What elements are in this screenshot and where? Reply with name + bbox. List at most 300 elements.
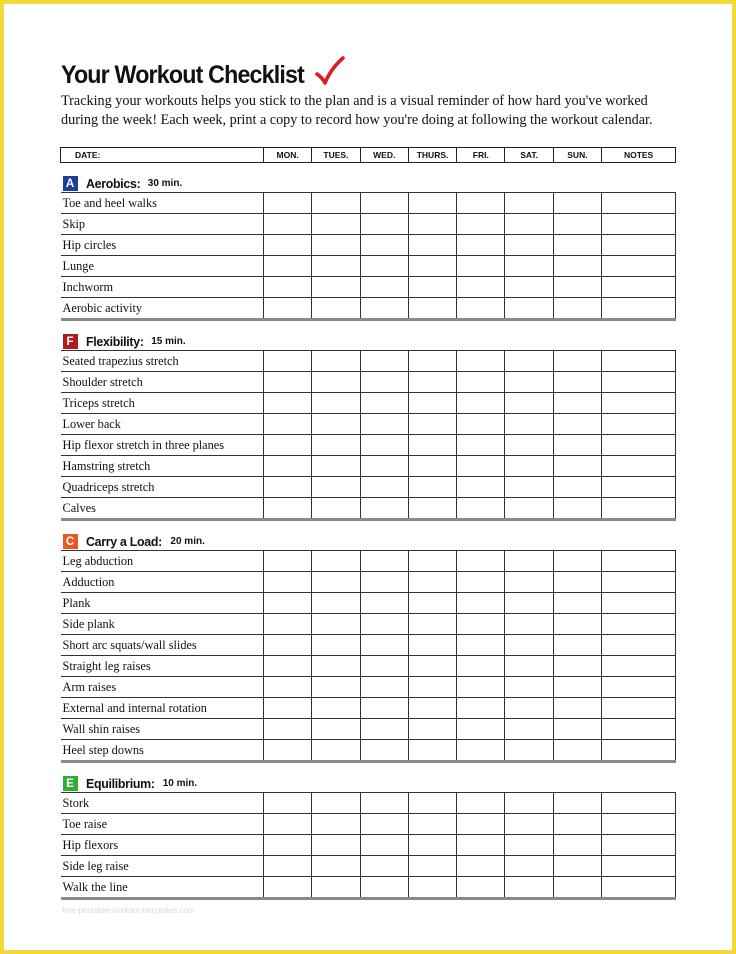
watermark: free-printable-workout-templates.com — [62, 906, 195, 915]
exercise-name: Toe and heel walks — [61, 193, 264, 214]
exercise-row — [61, 435, 676, 456]
day-check-cell[interactable] — [505, 656, 553, 677]
notes-cell[interactable] — [602, 593, 676, 614]
exercise-name: Adduction — [61, 572, 264, 593]
day-check-cell[interactable] — [264, 277, 312, 298]
day-check-cell[interactable] — [408, 835, 456, 856]
notes-cell[interactable] — [602, 414, 676, 435]
day-check-cell[interactable] — [312, 551, 360, 572]
day-check-cell[interactable] — [360, 740, 408, 762]
notes-cell[interactable] — [602, 477, 676, 498]
day-check-cell[interactable] — [408, 635, 456, 656]
day-check-cell[interactable] — [312, 677, 360, 698]
notes-cell[interactable] — [602, 877, 676, 899]
notes-cell[interactable] — [602, 793, 676, 814]
exercise-name: Short arc squats/wall slides — [61, 635, 264, 656]
day-check-cell[interactable] — [457, 572, 505, 593]
day-check-cell[interactable] — [360, 456, 408, 477]
day-check-cell[interactable] — [505, 593, 553, 614]
day-check-cell[interactable] — [360, 477, 408, 498]
day-check-cell[interactable] — [360, 572, 408, 593]
day-check-cell[interactable] — [312, 414, 360, 435]
day-check-cell[interactable] — [553, 677, 601, 698]
day-check-cell[interactable] — [408, 593, 456, 614]
section-duration: 20 min. — [170, 536, 205, 547]
day-check-cell[interactable] — [505, 214, 553, 235]
day-check-cell[interactable] — [408, 877, 456, 899]
day-check-cell[interactable] — [408, 551, 456, 572]
day-check-cell[interactable] — [264, 677, 312, 698]
exercise-row — [61, 719, 676, 740]
day-check-cell[interactable] — [312, 814, 360, 835]
day-check-cell[interactable] — [505, 551, 553, 572]
day-check-cell[interactable] — [457, 372, 505, 393]
day-check-cell[interactable] — [408, 614, 456, 635]
header-fri: FRI. — [457, 148, 505, 163]
exercise-name: Straight leg raises — [61, 656, 264, 677]
day-check-cell[interactable] — [312, 193, 360, 214]
day-check-cell[interactable] — [360, 656, 408, 677]
day-check-cell[interactable] — [505, 372, 553, 393]
day-check-cell[interactable] — [505, 614, 553, 635]
section-name: Aerobics: — [85, 176, 140, 191]
notes-cell[interactable] — [602, 740, 676, 762]
day-check-cell[interactable] — [457, 740, 505, 762]
section-name: Flexibility: — [85, 334, 144, 349]
day-check-cell[interactable] — [360, 298, 408, 320]
day-check-cell[interactable] — [457, 256, 505, 277]
day-check-cell[interactable] — [312, 698, 360, 719]
section-header — [61, 163, 676, 193]
exercise-name: External and internal rotation — [61, 698, 264, 719]
exercise-name: Hip flexor stretch in three planes — [61, 435, 264, 456]
day-check-cell[interactable] — [312, 372, 360, 393]
section-duration: 10 min. — [162, 778, 198, 789]
section-header — [61, 520, 676, 551]
notes-cell[interactable] — [602, 456, 676, 477]
day-check-cell[interactable] — [264, 877, 312, 899]
day-check-cell[interactable] — [553, 551, 601, 572]
day-check-cell[interactable] — [505, 856, 553, 877]
day-check-cell[interactable] — [553, 477, 601, 498]
day-check-cell[interactable] — [264, 572, 312, 593]
day-check-cell[interactable] — [360, 814, 408, 835]
day-check-cell[interactable] — [264, 456, 312, 477]
notes-cell[interactable] — [602, 719, 676, 740]
day-check-cell[interactable] — [505, 193, 553, 214]
day-check-cell[interactable] — [408, 214, 456, 235]
day-check-cell[interactable] — [553, 835, 601, 856]
day-check-cell[interactable] — [264, 593, 312, 614]
day-check-cell[interactable] — [553, 793, 601, 814]
day-check-cell[interactable] — [360, 719, 408, 740]
day-check-cell[interactable] — [312, 877, 360, 899]
day-check-cell[interactable] — [312, 456, 360, 477]
day-check-cell[interactable] — [505, 877, 553, 899]
day-check-cell[interactable] — [457, 835, 505, 856]
day-check-cell[interactable] — [408, 572, 456, 593]
day-check-cell[interactable] — [457, 235, 505, 256]
day-check-cell[interactable] — [264, 214, 312, 235]
day-check-cell[interactable] — [312, 856, 360, 877]
day-check-cell[interactable] — [312, 477, 360, 498]
notes-cell[interactable] — [602, 551, 676, 572]
day-check-cell[interactable] — [360, 835, 408, 856]
day-check-cell[interactable] — [553, 593, 601, 614]
intro-text: Tracking your workouts helps you stick to the plan and is a visual reminder of how hard you've worked during the week! Each week, print a copy to record how you're doing at following the workout calendar. — [61, 93, 653, 128]
day-check-cell[interactable] — [360, 214, 408, 235]
day-check-cell[interactable] — [264, 856, 312, 877]
day-check-cell[interactable] — [505, 351, 553, 372]
day-check-cell[interactable] — [457, 719, 505, 740]
day-check-cell[interactable] — [264, 635, 312, 656]
page-title: Your Workout Checklist — [61, 61, 304, 89]
day-check-cell[interactable] — [505, 277, 553, 298]
exercise-name: Aerobic activity — [61, 298, 264, 320]
day-check-cell[interactable] — [457, 677, 505, 698]
section-header — [61, 320, 676, 351]
exercise-row — [61, 593, 676, 614]
day-check-cell[interactable] — [505, 477, 553, 498]
section-label — [61, 534, 676, 549]
day-check-cell[interactable] — [457, 298, 505, 320]
section-label — [61, 176, 676, 191]
day-check-cell[interactable] — [408, 435, 456, 456]
day-check-cell[interactable] — [457, 214, 505, 235]
day-check-cell[interactable] — [264, 298, 312, 320]
exercise-name: Side leg raise — [61, 856, 264, 877]
day-check-cell[interactable] — [553, 414, 601, 435]
day-check-cell[interactable] — [553, 698, 601, 719]
day-check-cell[interactable] — [457, 498, 505, 520]
day-check-cell[interactable] — [408, 814, 456, 835]
day-check-cell[interactable] — [312, 393, 360, 414]
day-check-cell[interactable] — [312, 614, 360, 635]
exercise-row — [61, 635, 676, 656]
day-check-cell[interactable] — [360, 414, 408, 435]
day-check-cell[interactable] — [360, 372, 408, 393]
section-badge-icon: E — [63, 776, 78, 791]
day-check-cell[interactable] — [408, 477, 456, 498]
day-check-cell[interactable] — [505, 414, 553, 435]
day-check-cell[interactable] — [360, 193, 408, 214]
day-check-cell[interactable] — [457, 435, 505, 456]
day-check-cell[interactable] — [360, 551, 408, 572]
day-check-cell[interactable] — [457, 477, 505, 498]
day-check-cell[interactable] — [408, 793, 456, 814]
day-check-cell[interactable] — [312, 740, 360, 762]
notes-cell[interactable] — [602, 835, 676, 856]
day-check-cell[interactable] — [553, 193, 601, 214]
day-check-cell[interactable] — [457, 856, 505, 877]
checkmark-icon — [312, 56, 346, 88]
day-check-cell[interactable] — [264, 814, 312, 835]
day-check-cell[interactable] — [457, 814, 505, 835]
day-check-cell[interactable] — [264, 698, 312, 719]
day-check-cell[interactable] — [360, 877, 408, 899]
notes-cell[interactable] — [602, 814, 676, 835]
day-check-cell[interactable] — [264, 193, 312, 214]
exercise-name: Leg abduction — [61, 551, 264, 572]
notes-cell[interactable] — [602, 351, 676, 372]
day-check-cell[interactable] — [505, 435, 553, 456]
section-label — [61, 334, 676, 349]
day-check-cell[interactable] — [505, 740, 553, 762]
day-check-cell[interactable] — [457, 656, 505, 677]
day-check-cell[interactable] — [312, 235, 360, 256]
exercise-row — [61, 793, 676, 814]
day-check-cell[interactable] — [505, 256, 553, 277]
day-check-cell[interactable] — [312, 435, 360, 456]
day-check-cell[interactable] — [553, 498, 601, 520]
day-check-cell[interactable] — [360, 277, 408, 298]
day-check-cell[interactable] — [505, 498, 553, 520]
exercise-name: Wall shin raises — [61, 719, 264, 740]
day-check-cell[interactable] — [264, 372, 312, 393]
notes-cell[interactable] — [602, 498, 676, 520]
day-check-cell[interactable] — [408, 456, 456, 477]
exercise-name: Hip circles — [61, 235, 264, 256]
day-check-cell[interactable] — [553, 877, 601, 899]
day-check-cell[interactable] — [553, 393, 601, 414]
workout-checklist-table — [60, 147, 676, 900]
notes-cell[interactable] — [602, 298, 676, 320]
exercise-name: Arm raises — [61, 677, 264, 698]
day-check-cell[interactable] — [312, 656, 360, 677]
exercise-row — [61, 414, 676, 435]
day-check-cell[interactable] — [553, 235, 601, 256]
exercise-row — [61, 477, 676, 498]
day-check-cell[interactable] — [264, 393, 312, 414]
section-badge-icon: F — [63, 334, 78, 349]
day-check-cell[interactable] — [264, 351, 312, 372]
header-sun: SUN. — [553, 148, 601, 163]
day-check-cell[interactable] — [312, 277, 360, 298]
day-check-cell[interactable] — [505, 814, 553, 835]
day-check-cell[interactable] — [312, 635, 360, 656]
notes-cell[interactable] — [602, 235, 676, 256]
day-check-cell[interactable] — [312, 572, 360, 593]
day-check-cell[interactable] — [408, 193, 456, 214]
day-check-cell[interactable] — [505, 835, 553, 856]
day-check-cell[interactable] — [505, 393, 553, 414]
day-check-cell[interactable] — [457, 635, 505, 656]
exercise-row — [61, 814, 676, 835]
day-check-cell[interactable] — [457, 551, 505, 572]
exercise-row — [61, 740, 676, 762]
exercise-row — [61, 572, 676, 593]
day-check-cell[interactable] — [553, 298, 601, 320]
day-check-cell[interactable] — [408, 372, 456, 393]
day-check-cell[interactable] — [264, 498, 312, 520]
section-duration: 15 min. — [151, 336, 186, 347]
exercise-row — [61, 698, 676, 719]
day-check-cell[interactable] — [408, 677, 456, 698]
day-check-cell[interactable] — [408, 277, 456, 298]
day-check-cell[interactable] — [553, 656, 601, 677]
section-header — [61, 762, 676, 793]
exercise-row — [61, 498, 676, 520]
day-check-cell[interactable] — [360, 235, 408, 256]
day-check-cell[interactable] — [360, 677, 408, 698]
notes-cell[interactable] — [602, 393, 676, 414]
day-check-cell[interactable] — [264, 235, 312, 256]
day-check-cell[interactable] — [408, 256, 456, 277]
day-check-cell[interactable] — [312, 256, 360, 277]
notes-cell[interactable] — [602, 193, 676, 214]
day-check-cell[interactable] — [553, 214, 601, 235]
day-check-cell[interactable] — [457, 193, 505, 214]
day-check-cell[interactable] — [457, 614, 505, 635]
day-check-cell[interactable] — [553, 456, 601, 477]
day-check-cell[interactable] — [408, 393, 456, 414]
day-check-cell[interactable] — [312, 793, 360, 814]
exercise-row — [61, 193, 676, 214]
notes-cell[interactable] — [602, 677, 676, 698]
day-check-cell[interactable] — [264, 414, 312, 435]
exercise-row — [61, 877, 676, 899]
header-notes: NOTES — [602, 148, 676, 163]
day-check-cell[interactable] — [505, 235, 553, 256]
day-check-cell[interactable] — [360, 856, 408, 877]
day-check-cell[interactable] — [505, 456, 553, 477]
day-check-cell[interactable] — [312, 214, 360, 235]
day-check-cell[interactable] — [457, 414, 505, 435]
day-check-cell[interactable] — [264, 835, 312, 856]
day-check-cell[interactable] — [408, 235, 456, 256]
header-thurs: THURS. — [408, 148, 456, 163]
day-check-cell[interactable] — [553, 740, 601, 762]
day-check-cell[interactable] — [505, 698, 553, 719]
day-check-cell[interactable] — [408, 856, 456, 877]
day-check-cell[interactable] — [360, 698, 408, 719]
day-check-cell[interactable] — [264, 793, 312, 814]
exercise-row — [61, 456, 676, 477]
exercise-name: Hamstring stretch — [61, 456, 264, 477]
day-check-cell[interactable] — [505, 298, 553, 320]
day-check-cell[interactable] — [360, 435, 408, 456]
day-check-cell[interactable] — [505, 572, 553, 593]
day-check-cell[interactable] — [264, 656, 312, 677]
day-check-cell[interactable] — [360, 256, 408, 277]
day-check-cell[interactable] — [505, 677, 553, 698]
day-check-cell[interactable] — [360, 614, 408, 635]
notes-cell[interactable] — [602, 256, 676, 277]
exercise-name: Lunge — [61, 256, 264, 277]
day-check-cell[interactable] — [312, 593, 360, 614]
day-check-cell[interactable] — [312, 835, 360, 856]
notes-cell[interactable] — [602, 435, 676, 456]
day-check-cell[interactable] — [408, 298, 456, 320]
day-check-cell[interactable] — [553, 814, 601, 835]
notes-cell[interactable] — [602, 214, 676, 235]
exercise-name: Seated trapezius stretch — [61, 351, 264, 372]
notes-cell[interactable] — [602, 656, 676, 677]
notes-cell[interactable] — [602, 372, 676, 393]
day-check-cell[interactable] — [457, 277, 505, 298]
day-check-cell[interactable] — [553, 572, 601, 593]
day-check-cell[interactable] — [505, 719, 553, 740]
day-check-cell[interactable] — [457, 351, 505, 372]
notes-cell[interactable] — [602, 635, 676, 656]
exercise-name: Toe raise — [61, 814, 264, 835]
section-badge-icon: A — [63, 176, 78, 191]
day-check-cell[interactable] — [457, 793, 505, 814]
day-check-cell[interactable] — [360, 498, 408, 520]
notes-cell[interactable] — [602, 856, 676, 877]
day-check-cell[interactable] — [553, 856, 601, 877]
day-check-cell[interactable] — [553, 372, 601, 393]
exercise-row — [61, 214, 676, 235]
day-check-cell[interactable] — [264, 740, 312, 762]
exercise-row — [61, 351, 676, 372]
day-check-cell[interactable] — [264, 256, 312, 277]
notes-cell[interactable] — [602, 698, 676, 719]
day-check-cell[interactable] — [553, 719, 601, 740]
day-check-cell[interactable] — [264, 435, 312, 456]
day-check-cell[interactable] — [408, 656, 456, 677]
day-check-cell[interactable] — [553, 435, 601, 456]
day-check-cell[interactable] — [264, 614, 312, 635]
notes-cell[interactable] — [602, 572, 676, 593]
day-check-cell[interactable] — [505, 635, 553, 656]
exercise-row — [61, 235, 676, 256]
day-check-cell[interactable] — [553, 635, 601, 656]
day-check-cell[interactable] — [553, 614, 601, 635]
notes-cell[interactable] — [602, 277, 676, 298]
day-check-cell[interactable] — [457, 456, 505, 477]
header-tues: TUES. — [312, 148, 360, 163]
exercise-row — [61, 614, 676, 635]
day-check-cell[interactable] — [408, 719, 456, 740]
day-check-cell[interactable] — [264, 719, 312, 740]
exercise-row — [61, 298, 676, 320]
day-check-cell[interactable] — [408, 351, 456, 372]
day-check-cell[interactable] — [553, 277, 601, 298]
day-check-cell[interactable] — [408, 740, 456, 762]
day-check-cell[interactable] — [312, 498, 360, 520]
exercise-row — [61, 656, 676, 677]
day-check-cell[interactable] — [457, 393, 505, 414]
day-check-cell[interactable] — [457, 593, 505, 614]
day-check-cell[interactable] — [553, 256, 601, 277]
section-label — [61, 776, 676, 791]
day-check-cell[interactable] — [408, 698, 456, 719]
day-check-cell[interactable] — [264, 477, 312, 498]
day-check-cell[interactable] — [408, 414, 456, 435]
notes-cell[interactable] — [602, 614, 676, 635]
day-check-cell[interactable] — [264, 551, 312, 572]
day-check-cell[interactable] — [312, 719, 360, 740]
day-check-cell[interactable] — [457, 877, 505, 899]
day-check-cell[interactable] — [457, 698, 505, 719]
exercise-row — [61, 277, 676, 298]
section-duration: 30 min. — [147, 178, 183, 189]
exercise-name: Calves — [61, 498, 264, 520]
day-check-cell[interactable] — [360, 793, 408, 814]
section-name: Carry a Load: — [85, 534, 162, 549]
exercise-name: Heel step downs — [61, 740, 264, 762]
day-check-cell[interactable] — [408, 498, 456, 520]
day-check-cell[interactable] — [312, 298, 360, 320]
day-check-cell[interactable] — [553, 351, 601, 372]
day-check-cell[interactable] — [360, 593, 408, 614]
day-check-cell[interactable] — [360, 635, 408, 656]
day-check-cell[interactable] — [505, 793, 553, 814]
day-check-cell[interactable] — [312, 351, 360, 372]
day-check-cell[interactable] — [360, 393, 408, 414]
day-check-cell[interactable] — [360, 351, 408, 372]
